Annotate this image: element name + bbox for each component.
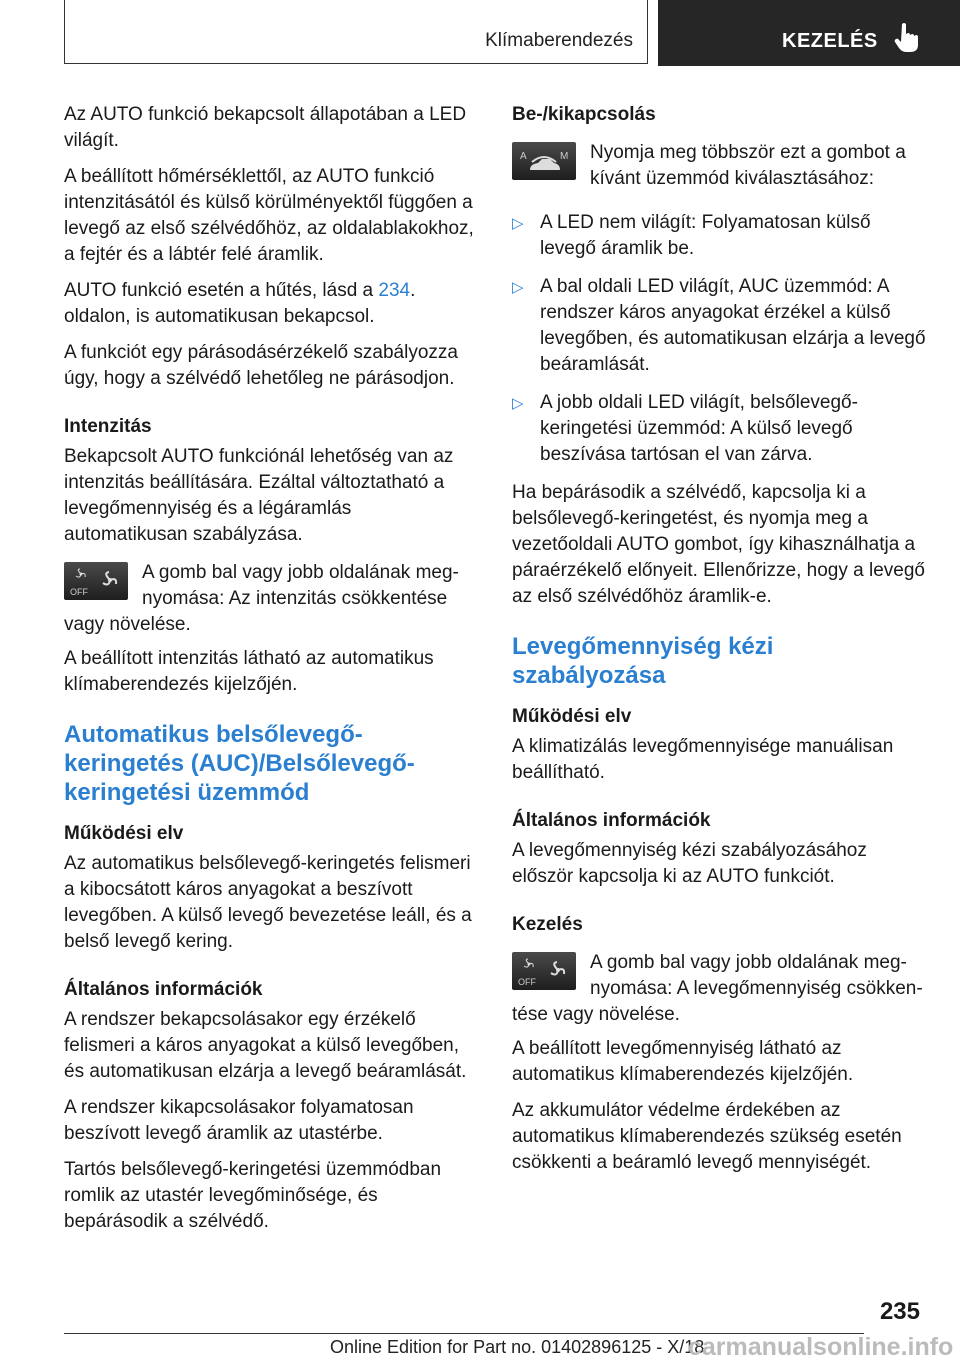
paragraph: Tartós belsőlevegő-keringetési üzemmódban romlik az utastér levegőminősége, és bepárásodik a szélvédő.	[64, 1159, 442, 1232]
fan-button-off-label: OFF	[70, 587, 88, 597]
header-section-box	[658, 0, 960, 66]
right-column	[512, 102, 928, 1186]
paragraph: Az automatikus belsőlevegő-keringetés felismeri a kibocsátott káros anyagokat a beszívott levegőben. A külső levegő bevezetése leáll, és a belső levegő kering.	[64, 853, 472, 952]
intensity-figure: OFF A gomb bal vagy jobb oldalának meg- nyomása: Az intenzitás csökkentése vagy növelése.	[64, 560, 480, 638]
paragraph: A klimatizálás levegőmennyisége manuálisan beállítható.	[512, 736, 894, 783]
small-fan-icon	[74, 568, 88, 580]
air-recirculation-button-icon: A M	[512, 142, 576, 180]
paragraph: Az AUTO funkció bekapcsolt állapotában a LED világít.	[64, 104, 467, 151]
footer-edition: Online Edition for Part no. 01402896125 - X/18	[330, 1337, 705, 1357]
hand-pointer-icon	[894, 22, 920, 52]
operation-figure-text: A gomb bal vagy jobb oldalának meg- nyomása: A levegőmennyiség csökken-	[590, 952, 923, 999]
paragraph: A beállított hőmérséklettől, az AUTO funkció intenzitásától és külső körülményektől függően a levegő az első szélvédőhöz, az oldalablakokhoz, a fejtér és a lábtér felé áramlik.	[64, 166, 474, 265]
paragraph: A funkciót egy párásodásérzékelő szabályozza úgy, hogy a szélvédő lehetőleg ne párásodjon.	[64, 342, 458, 389]
paragraph: Ha bepárásodik a szélvédő, kapcsolja ki a belsőlevegő-keringetést, és nyomja meg a vezetőoldali AUTO gombot, így kihasználhatja a páraérzékelő előnyeit. Ellenőrizze, hogy a levegő az első szélvédőhöz áramlik-e.	[512, 482, 925, 607]
onoff-figure-text: Nyomja meg többször ezt a gombot a kívánt üzemmód kiválasztásához:	[590, 142, 906, 189]
onoff-figure	[512, 140, 928, 198]
paragraph: A beállított levegőmennyiség látható az automatikus klímaberendezés kijelzőjén.	[512, 1038, 854, 1085]
fan-button-icon	[64, 562, 128, 600]
page-number: 235	[879, 1298, 920, 1325]
car-recirculation-icon	[524, 154, 564, 176]
large-fan-icon	[548, 960, 568, 980]
subheading-intensity: Intenzitás	[64, 416, 152, 437]
header-section: KEZELÉS	[782, 30, 878, 52]
header-title-box	[64, 0, 648, 64]
watermark: carmanualsonline.info	[688, 1333, 954, 1361]
page-link[interactable]: 234	[378, 280, 411, 301]
left-column	[64, 102, 480, 1245]
paragraph: A levegőmennyiség kézi szabályozásához először kapcsolja ki az AUTO funkciót.	[512, 840, 867, 887]
section-heading-manual: Levegőmennyiség kézi szabályozása	[512, 633, 774, 689]
paragraph: Bekapcsolt AUTO funkciónál lehetőség van az intenzitás beállítására. Ezáltal változtatható a levegőmennyiség és a légáramlás automatikusan szabályzása.	[64, 446, 454, 545]
list-item: ▷ A jobb oldali LED világít, belsőlevegő-keringetési üzemmód: A külső levegő beszívása tartósan el van zárva.	[512, 392, 858, 465]
intensity-figure-text: A gomb bal vagy jobb oldalának meg- nyomása: Az intenzitás csökkentése	[142, 562, 459, 609]
small-fan-icon	[522, 958, 536, 970]
triangle-bullet-icon: ▷	[512, 279, 524, 296]
subheading-operation: Kezelés	[512, 914, 583, 935]
large-fan-icon	[100, 570, 120, 590]
paragraph: A beállított intenzitás látható az automatikus klímaberendezés kijelzőjén.	[64, 648, 434, 695]
section-heading-auc: Automatikus belsőlevegő-keringetés (AUC)/Belsőlevegő-keringetési üzemmód	[64, 721, 415, 806]
operation-figure: OFF A gomb bal vagy jobb oldalának meg- nyomása: A levegőmennyiség csökken- tése vagy növelése.	[512, 950, 928, 1028]
paragraph: AUTO funkció esetén a hűtés, lásd a 234. oldalon, is automatikusan bekapcsol.	[64, 280, 416, 327]
subheading-principle: Működési elv	[512, 706, 632, 727]
subheading-general: Általános információk	[512, 810, 711, 831]
triangle-bullet-icon: ▷	[512, 215, 524, 232]
paragraph: Az akkumulátor védelme érdekében az automatikus klímaberendezés szükség esetén csökkenti a beáramló levegő mennyiségét.	[512, 1100, 902, 1173]
header-title: Klímaberendezés	[485, 30, 633, 51]
triangle-bullet-icon: ▷	[512, 395, 524, 412]
list-item: ▷ A bal oldali LED világít, AUC üzemmód: A rendszer káros anyagokat érzékel a külső levegőben, és automatikusan elzárja a levegő beáramlását.	[512, 276, 926, 375]
paragraph: A rendszer kikapcsolásakor folyamatosan beszívott levegő áramlik az utastérbe.	[64, 1097, 414, 1144]
subheading-onoff: Be-/kikapcsolás	[512, 104, 656, 125]
paragraph: A rendszer bekapcsolásakor egy érzékelő felismeri a káros anyagokat a külső levegőben, és automatikusan elzárja a levegő beáramlását.	[64, 1009, 467, 1082]
list-item: ▷ A LED nem világít: Folyamatosan külső levegő áramlik be.	[512, 212, 871, 259]
subheading-general: Általános információk	[64, 979, 263, 1000]
subheading-principle: Működési elv	[64, 823, 184, 844]
fan-button-icon: OFF	[512, 952, 576, 990]
